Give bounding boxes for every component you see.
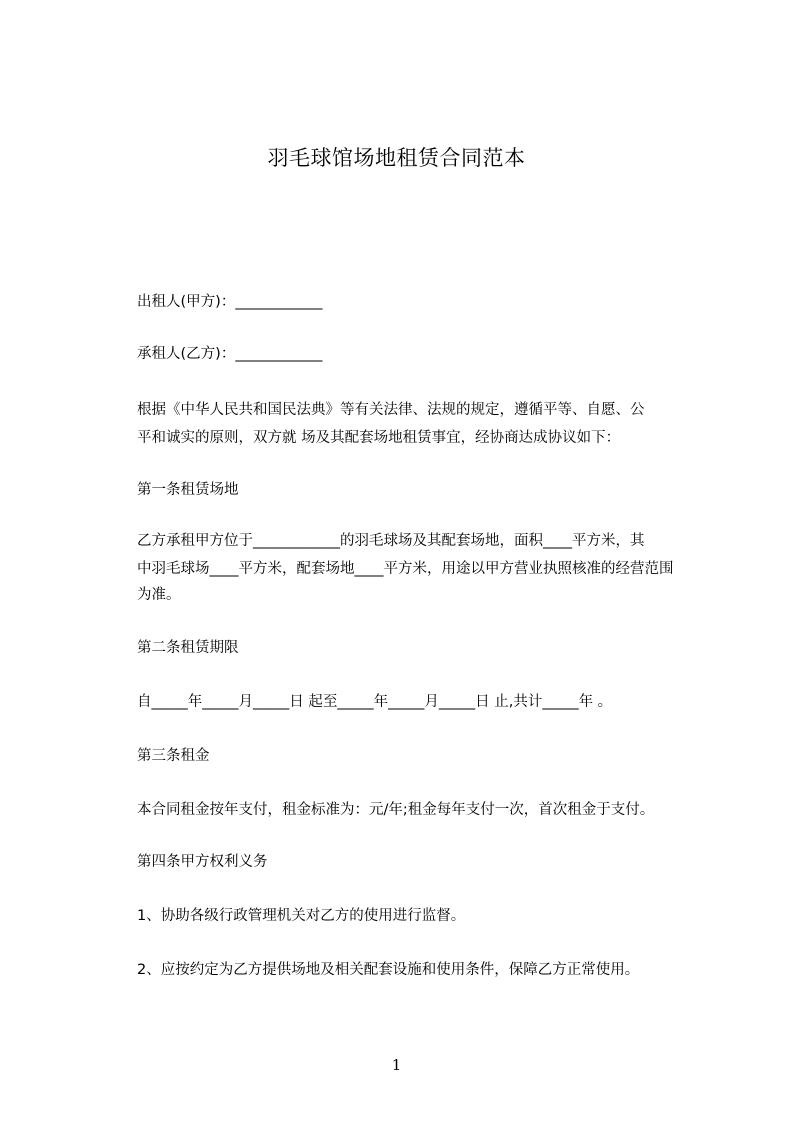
page-title: 羽毛球馆场地租赁合同范本 [267,146,526,170]
article-1-line-3: 为准。 [137,587,181,603]
article-4-item-2: 2、应按约定为乙方提供场地及相关配套设施和使用条件，保障乙方正常使用。 [137,962,640,978]
intro-line-2: 平和诚实的原则，双方就 场及其配套场地租赁事宜，经协商达成协议如下： [137,430,621,446]
article-4-item-1: 1、协助各级行政管理机关对乙方的使用进行监督。 [137,908,466,924]
article-1-heading: 第一条租赁场地 [137,482,239,498]
article-4-heading: 第四条甲方权利义务 [137,854,268,870]
lessor-line: 出租人(甲方)：____________ [137,294,323,310]
article-2-heading: 第二条租赁期限 [137,640,239,656]
page-number: 1 [391,1056,402,1074]
article-1-line-2: 中羽毛球场____平方米，配套场地____平方米，用途以甲方营业执照核准的经营范围 [137,561,674,577]
lessee-line: 承租人(乙方)：____________ [137,346,323,362]
article-3-rent-line: 本合同租金按年支付，租金标准为：元/年;租金每年支付一次，首次租金于支付。 [137,802,655,818]
article-1-line-1: 乙方承租甲方位于____________的羽毛球场及其配套场地，面积____平方米，其 [137,533,645,549]
intro-line-1: 根据《中华人民共和国民法典》等有关法律、法规的规定，遵循平等、自愿、公 [137,402,645,418]
article-2-term-line: 自_____年_____月_____日 起至_____年_____月_____日 止,共计_____年 。 [137,694,613,710]
article-3-heading: 第三条租金 [137,748,210,764]
